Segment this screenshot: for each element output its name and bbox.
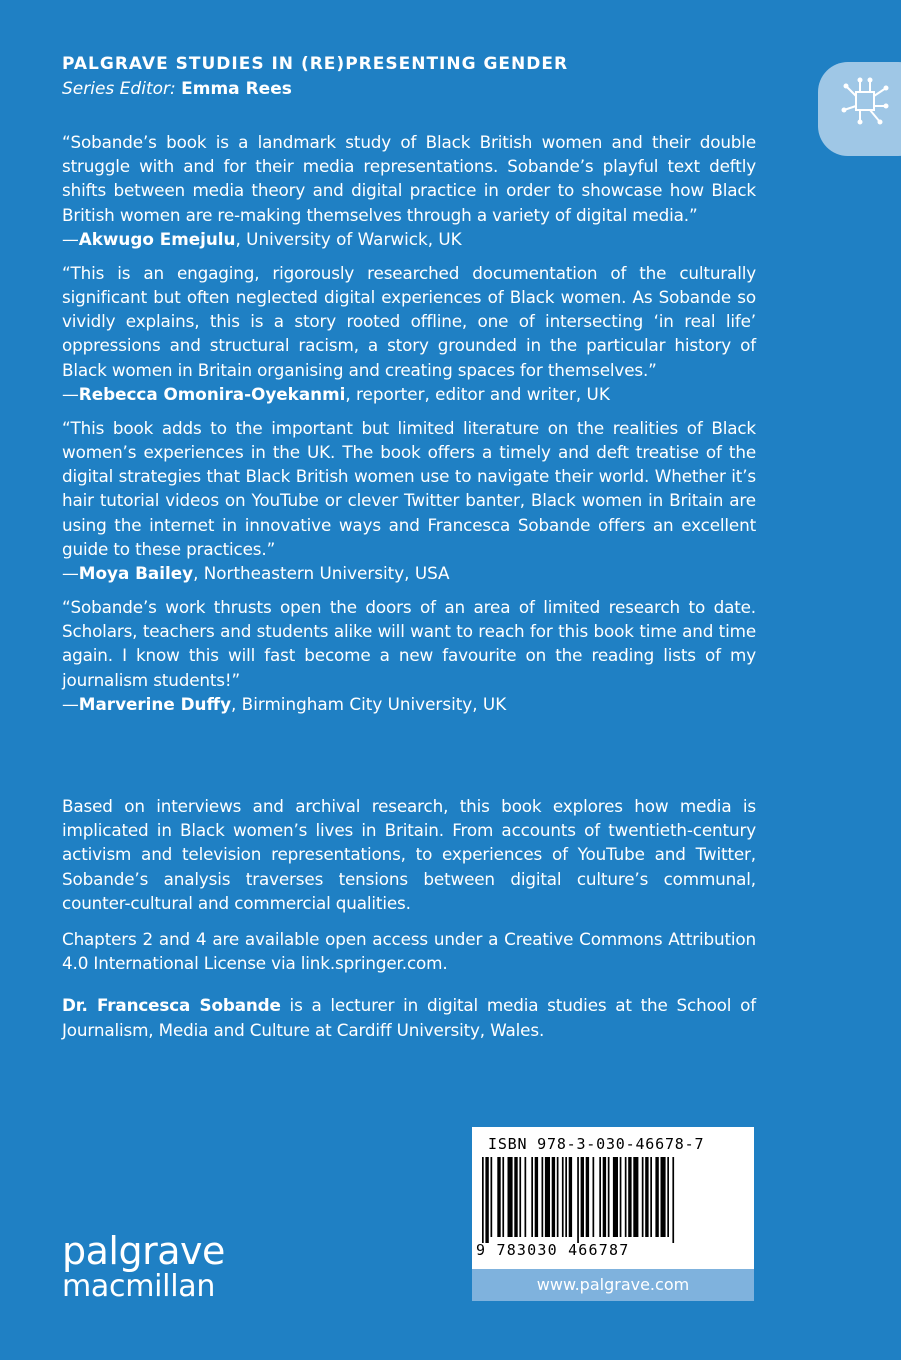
attribution-dash: — [62, 383, 79, 404]
isbn-text: ISBN 978-3-030-46678-7 [488, 1135, 705, 1153]
endorsement-text: “Sobande’s work thrusts open the doors of an area of limited research to date. Scholars, teachers and students alike will want to reach for this book time and time again. I know this will fast become a new favourite on the reading lists of my journalism students!” [62, 597, 756, 690]
endorser-name: Moya Bailey [78, 563, 194, 584]
endorsement-attribution [62, 227, 756, 251]
attribution-dash: — [62, 693, 79, 714]
author-name: Dr. Francesca Sobande [62, 995, 281, 1016]
endorser-affiliation: , University of Warwick, UK [235, 228, 462, 249]
description-paragraph: Based on interviews and archival research, this book explores how media is implicated in Black women’s lives in Britain. From accounts of twentieth-century activism and television representations, to experiences of YouTube and Twitter, Sobande’s analysis traverses tensions between digital culture’s communal, counter-cultural and commercial qualities. [62, 796, 756, 913]
publisher-website[interactable]: www.palgrave.com [472, 1269, 754, 1301]
endorser-name: Marverine Duffy [78, 693, 232, 714]
endorser-affiliation: , Northeastern University, USA [193, 563, 450, 584]
endorsement-attribution [62, 692, 756, 716]
circuit-square-icon [840, 76, 890, 126]
author-bio [62, 993, 756, 1041]
open-access-note: Chapters 2 and 4 are available open access under a Creative Commons Attribution 4.0 International License via link.springer.com. [62, 929, 756, 974]
series-editor-label: Series Editor: [62, 79, 176, 99]
attribution-dash: — [62, 563, 79, 584]
publisher-logo-line1: palgrave [62, 1229, 225, 1273]
attribution-dash: — [62, 228, 79, 249]
endorser-affiliation: , reporter, editor and writer, UK [345, 383, 610, 404]
series-editor-name: Emma Rees [181, 79, 292, 99]
endorser-name: Akwugo Emejulu [78, 228, 236, 249]
series-title: PALGRAVE STUDIES IN (RE)PRESENTING GENDER [62, 54, 569, 74]
endorsement [62, 416, 756, 585]
endorsement-text: “This is an engaging, rigorously researched documentation of the culturally significant but often neglected digital experiences of Black women. As Sobande so vividly explains, this is a story rooted offline, one of intersecting ‘in real life’ oppressions and structural racism, a story grounded in the particular history of Black women in Britain organising and creating spaces for themselves.” [62, 262, 756, 380]
endorsement [62, 595, 756, 716]
endorsement-attribution [62, 561, 756, 585]
barcode-icon [480, 1157, 746, 1243]
publisher-logo [62, 1229, 225, 1304]
book-description [62, 794, 756, 1054]
endorsement-text: “This book adds to the important but limited literature on the realities of Black women’s experiences in the UK. The book offers a timely and deft treatise of the digital strategies that Black British women use to navigate their world. Whether it’s hair tutorial videos on YouTube or clever Twitter banter, Black women in Britain are using the internet in innovative ways and Francesca Sobande offers an excellent guide to these practices.” [62, 417, 756, 559]
series-header [62, 52, 568, 102]
endorsements [62, 130, 756, 726]
series-editor [62, 76, 568, 102]
endorsement-attribution [62, 382, 756, 406]
endorser-affiliation: , Birmingham City University, UK [231, 693, 507, 714]
author-bio-text: is a lecturer in digital media studies at the School of Journalism, Media and Culture at Cardiff University, Wales. [62, 995, 756, 1040]
barcode-box [472, 1127, 754, 1269]
endorsement-text: “Sobande’s book is a landmark study of Black British women and their double struggle with and for their media representations. Sobande’s playful text deftly shifts between media theory and digital practice in order to showcase how Black British women are re-making themselves through a variety of digital media.” [62, 132, 756, 225]
barcode-digits: 9 783030 466787 [476, 1241, 630, 1259]
endorsement [62, 261, 756, 406]
endorser-name: Rebecca Omonira-Oyekanmi [78, 383, 346, 404]
endorsement [62, 130, 756, 251]
publisher-logo-line2: macmillan [62, 1269, 216, 1304]
series-logo-badge [818, 62, 901, 156]
